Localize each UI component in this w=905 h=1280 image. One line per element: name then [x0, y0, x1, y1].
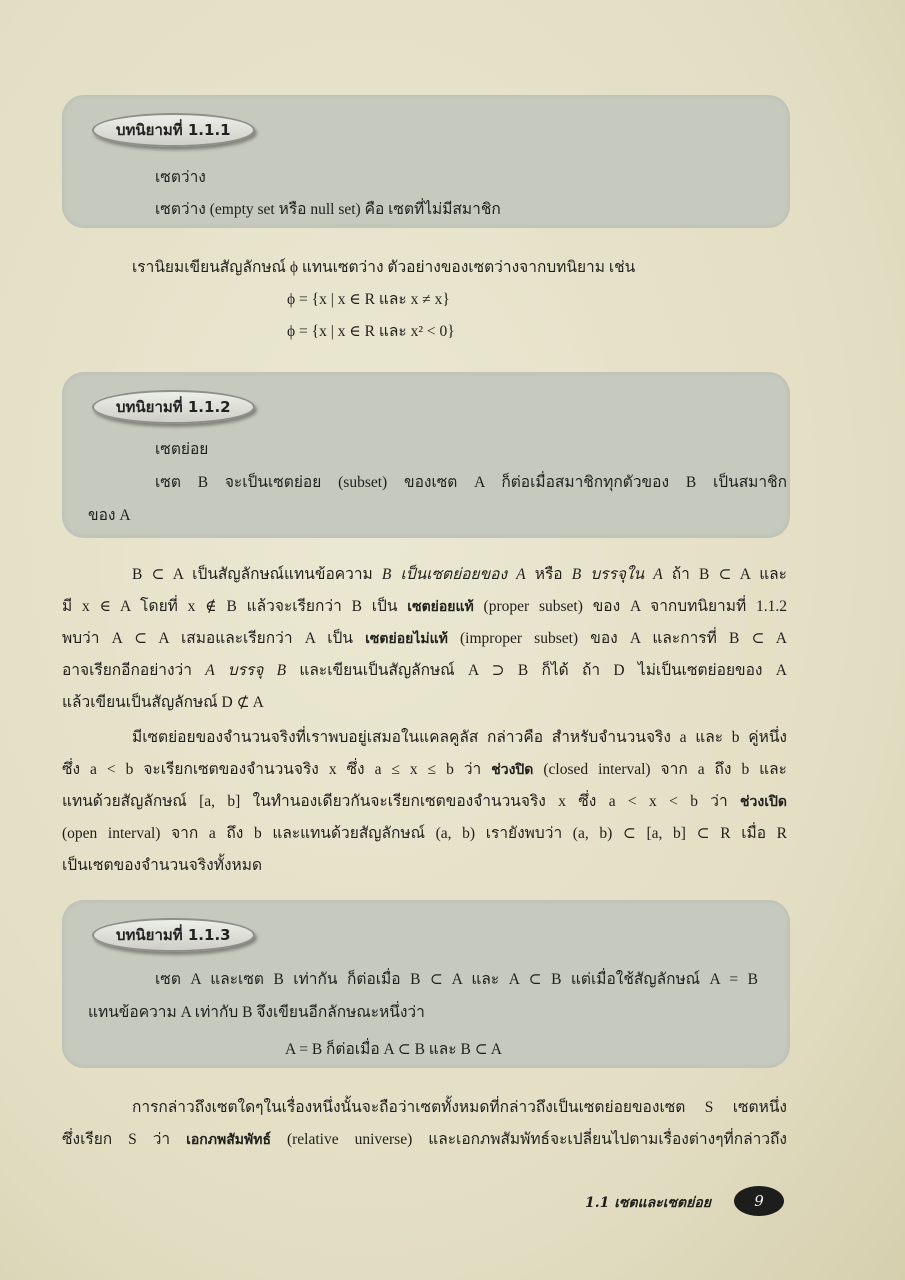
text-line-p2-3	[62, 629, 787, 649]
text-segment: แทนข้อความ A เท่ากับ B จึงเขียนอีกลักษณะหนึ่งว่า	[88, 1004, 425, 1021]
text-segment: มี x ∈ A โดยที่ x ∉ B แล้วจะเรียกว่า B เป็น	[62, 598, 408, 615]
italic-phrase: B บรรจุใน A	[571, 566, 663, 583]
text-line-p1	[132, 258, 635, 278]
text-segment: (open interval) จาก a ถึง b และแทนด้วยสัญลักษณ์ (a, b) เรายังพบว่า (a, b) ⊂ [a, b] ⊂ R เมื่อ R	[62, 825, 787, 842]
text-segment: (closed interval) จาก a ถึง b และ	[533, 761, 787, 778]
italic-phrase: A บรรจุ B	[205, 662, 287, 679]
text-segment: (improper subset) ของ A และการที่ B ⊂ A	[447, 630, 787, 647]
text-line-p2-5	[62, 693, 264, 713]
text-line-d1-body	[155, 200, 501, 220]
definition-label: บทนิยามที่ 1.1.1	[92, 113, 255, 147]
text-line-p3-5	[62, 856, 262, 876]
text-segment: ซึ่ง a < b จะเรียกเซตของจำนวนจริง x ซึ่ง a ≤ x ≤ b ว่า	[62, 761, 492, 778]
section-footer: 1.1 เซตและเซตย่อย	[585, 1195, 711, 1211]
text-segment: และเขียนเป็นสัญลักษณ์ A ⊃ B ก็ได้ ถ้า D ไม่เป็นเซตย่อยของ A	[286, 662, 787, 679]
text-line-d2-body1	[155, 473, 787, 493]
text-line-d2-title	[155, 440, 208, 460]
text-line-p2-2	[62, 597, 787, 617]
text-segment: เซตย่อย	[155, 441, 209, 458]
text-segment: หรือ	[525, 566, 572, 583]
text-segment: ϕ = {x | x ∈ R และ x² < 0}	[287, 323, 455, 340]
text-segment: มีเซตย่อยของจำนวนจริงที่เราพบอยู่เสมอในแคลคูลัส กล่าวคือ สำหรับจำนวนจริง a และ b คู่หนึ่ง	[132, 729, 787, 746]
italic-phrase: B เป็นเซตย่อยของ A	[381, 566, 526, 583]
text-segment: เรานิยมเขียนสัญลักษณ์ ϕ แทนเซตว่าง ตัวอย่างของเซตว่างจากบทนิยาม เช่น	[132, 259, 636, 276]
text-line-p2-4	[62, 661, 787, 681]
bold-term: เซตย่อยไม่แท้	[365, 631, 448, 647]
definition-label: บทนิยามที่ 1.1.2	[92, 390, 255, 424]
text-segment: ซึ่งเรียก S ว่า	[62, 1131, 187, 1148]
bold-term: ช่วงปิด	[491, 762, 534, 778]
text-line-p4-2	[62, 1130, 787, 1150]
text-segment: ϕ = {x | x ∈ R และ x ≠ x}	[287, 291, 450, 308]
text-line-f2	[287, 322, 455, 342]
page-number: 9	[734, 1186, 784, 1216]
text-segment: เซต A และเซต B เท่ากัน ก็ต่อเมื่อ B ⊂ A และ A ⊂ B แต่เมื่อใช้สัญลักษณ์ A = B	[155, 971, 758, 988]
text-segment: พบว่า A ⊂ A เสมอและเรียกว่า A เป็น	[62, 630, 366, 647]
text-segment: ของ A	[88, 507, 131, 524]
text-line-f1	[287, 290, 450, 310]
text-line-d2-body2	[88, 506, 131, 526]
text-segment: (relative universe) และเอกภพสัมพัทธ์จะเปลี่ยนไปตามเรื่องต่างๆที่กล่าวถึง	[271, 1131, 787, 1148]
bold-term: ช่วงเปิด	[740, 794, 787, 810]
text-line-d3-body2	[88, 1003, 425, 1023]
text-segment: การกล่าวถึงเซตใดๆในเรื่องหนึ่งนั้นจะถือว่าเซตทั้งหมดที่กล่าวถึงเป็นเซตย่อยของเซต S เซตหนึ่ง	[132, 1099, 787, 1116]
text-segment: A = B ก็ต่อเมื่อ A ⊂ B และ B ⊂ A	[285, 1041, 502, 1058]
text-segment: (proper subset) ของ A จากบทนิยามที่ 1.1.2	[473, 598, 787, 615]
text-segment: เซต B จะเป็นเซตย่อย (subset) ของเซต A ก็ต่อเมื่อสมาชิกทุกตัวของ B เป็นสมาชิก	[155, 474, 787, 491]
text-segment: B ⊂ A เป็นสัญลักษณ์แทนข้อความ	[132, 566, 382, 583]
text-line-p3-1	[132, 728, 787, 748]
text-line-p3-2	[62, 760, 787, 780]
text-line-p2-1	[132, 565, 787, 585]
text-segment: แทนด้วยสัญลักษณ์ [a, b] ในทำนองเดียวกันจะเรียกเซตของจำนวนจริง x ซึ่ง a < x < b ว่า	[62, 793, 741, 810]
text-line-d1-title	[155, 168, 206, 188]
text-line-d3-formula	[285, 1040, 502, 1060]
text-segment: ถ้า B ⊂ A และ	[662, 566, 788, 583]
text-line-p4-1	[132, 1098, 787, 1118]
text-segment: เซตว่าง (empty set หรือ null set) คือ เซตที่ไม่มีสมาชิก	[155, 201, 501, 218]
bold-term: เอกภพสัมพัทธ์	[186, 1132, 272, 1148]
text-line-d3-body1	[155, 970, 758, 990]
text-line-p3-4	[62, 824, 787, 844]
text-segment: เป็นเซตของจำนวนจริงทั้งหมด	[62, 857, 263, 874]
text-line-p3-3	[62, 792, 787, 812]
definition-label: บทนิยามที่ 1.1.3	[92, 918, 255, 952]
text-segment: เซตว่าง	[155, 169, 206, 186]
text-segment: อาจเรียกอีกอย่างว่า	[62, 662, 206, 679]
text-segment: แล้วเขียนเป็นสัญลักษณ์ D ⊄ A	[62, 694, 264, 711]
bold-term: เซตย่อยแท้	[407, 599, 474, 615]
